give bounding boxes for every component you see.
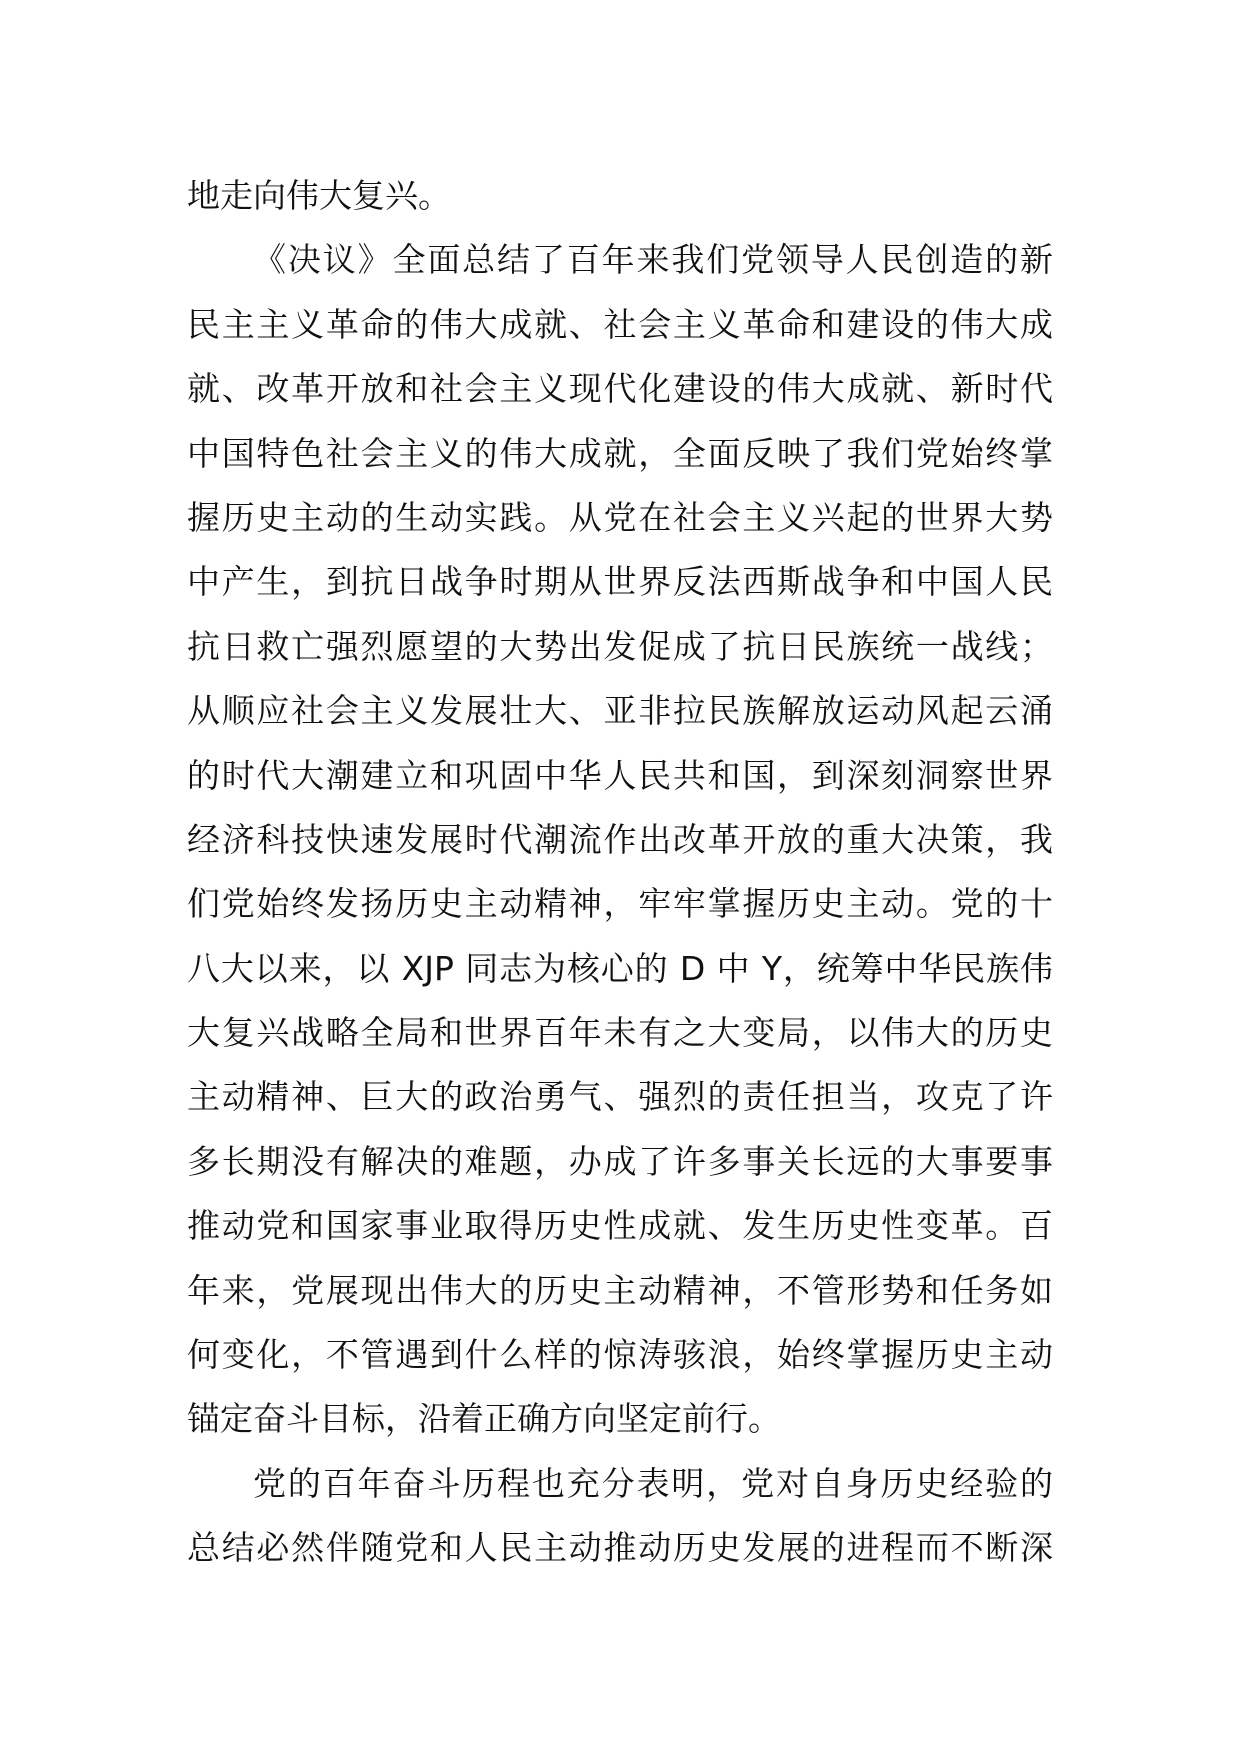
text-line: 抗日救亡强烈愿望的大势出发促成了抗日民族统一战线； [187, 626, 1053, 666]
text-line: 握历史主动的生动实践。从党在社会主义兴起的世界大势 [187, 497, 1053, 537]
text-line: 经济科技快速发展时代潮流作出改革开放的重大决策，我 [187, 819, 1053, 859]
text-line: 总结必然伴随党和人民主动推动历史发展的进程而不断深 [187, 1528, 1053, 1568]
paragraph-start-line: 《决议》全面总结了百年来我们党领导人民创造的新 [253, 240, 1053, 280]
text-line: 年来，党展现出伟大的历史主动精神，不管形势和任务如 [187, 1270, 1053, 1310]
text-line: 八大以来，以 XJP 同志为核心的 D 中 Y，统筹中华民族伟 [187, 948, 1053, 988]
text-line: 推动党和国家事业取得历史性成就、发生历史性变革。百 [187, 1206, 1053, 1246]
text-line: 大复兴战略全局和世界百年未有之大变局，以伟大的历史 [187, 1013, 1053, 1053]
text-line: 何变化，不管遇到什么样的惊涛骇浪，始终掌握历史主动 [187, 1335, 1053, 1375]
text-line: 地走向伟大复兴。 [187, 176, 451, 215]
body-text [187, 164, 1053, 1581]
text-line: 主动精神、巨大的政治勇气、强烈的责任担当，攻克了许 [187, 1077, 1053, 1117]
text-line: 们党始终发扬历史主动精神，牢牢掌握历史主动。党的十 [187, 884, 1053, 924]
paragraph-end-line: 锚定奋斗目标，沿着正确方向坚定前行。 [187, 1399, 781, 1439]
text-line: 中产生，到抗日战争时期从世界反法西斯战争和中国人民 [187, 562, 1053, 602]
text-line: 多长期没有解决的难题，办成了许多事关长远的大事要事 [187, 1141, 1053, 1181]
text-line: 就、改革开放和社会主义现代化建设的伟大成就、新时代 [187, 369, 1053, 409]
paragraph-start-line: 党的百年奋斗历程也充分表明，党对自身历史经验的 [253, 1463, 1053, 1503]
text-line: 从顺应社会主义发展壮大、亚非拉民族解放运动风起云涌 [187, 691, 1053, 731]
text-line: 中国特色社会主义的伟大成就，全面反映了我们党始终掌 [187, 433, 1053, 473]
text-line: 民主主义革命的伟大成就、社会主义革命和建设的伟大成 [187, 304, 1053, 344]
text-line: 的时代大潮建立和巩固中华人民共和国，到深刻洞察世界 [187, 755, 1053, 795]
